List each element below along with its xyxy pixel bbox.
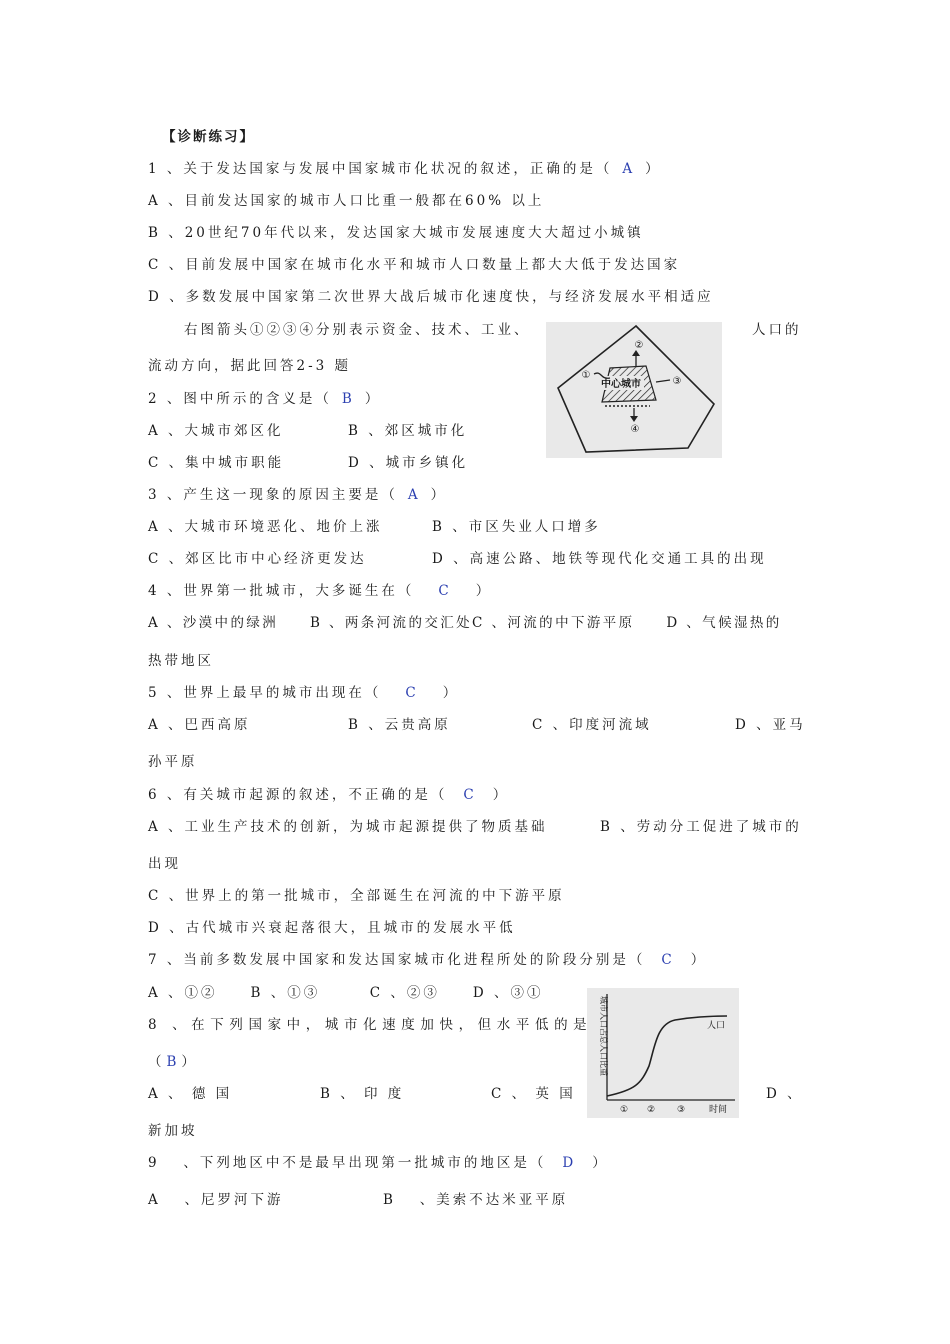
question-6: 6 、有关城市起源的叙述，不正确的是（ C ） [148,787,510,803]
question-8-answer-line: （ B ） [148,1054,198,1070]
question-3: 3 、产生这一现象的原因主要是（ A ） [148,487,448,503]
q8-option-c: C 、 英 国 [491,1086,576,1102]
q2-option-d: D 、城市乡镇化 [348,455,469,471]
q2-option-c: C 、集中城市职能 [148,455,285,471]
q4-options-cont: 热带地区 [148,653,214,669]
center-city-label: 中心城市 [601,379,641,390]
intro-text-end: 人口的 [752,322,802,338]
answer-6: C [463,787,477,803]
intro-text: 右图箭头①②③④分别表示资金、技术、工业、 [184,322,531,338]
q5-option-a: A 、巴西高原 [148,717,251,733]
q2-option-b: B 、郊区城市化 [348,423,468,439]
q6-option-d: D 、古代城市兴衰起落很大，且城市的发展水平低 [148,920,516,936]
answer-4: C [438,583,452,599]
q1-option-c: C 、目前发展中国家在城市化水平和城市人口数量上都大大低于发达国家 [148,257,681,273]
urbanization-flow-figure [546,322,722,458]
q9-option-a: A 、尼罗河下游 [148,1192,284,1208]
mark-1: ① [581,370,591,381]
q2-option-a: A 、大城市郊区化 [148,423,284,439]
y-axis-label: 城市人口占总人口比重 [599,996,608,1076]
answer-1: A [622,161,636,177]
q5-option-d-cont: 孙平原 [148,754,198,770]
answer-2: B [341,391,355,407]
mark-3: ③ [672,376,682,387]
intro-text-cont: 流动方向，据此回答2-3 题 [148,358,352,374]
q8-option-d: D 、 [766,1086,804,1102]
q6-option-b-cont: 出现 [148,856,181,872]
q6-option-a: A 、工业生产技术的创新，为城市起源提供了物质基础 [148,819,548,835]
q3-option-b: B 、市区失业人口增多 [432,519,601,535]
mark-4: ④ [630,424,640,435]
q9-option-b: B 、美索不达米亚平原 [383,1192,569,1208]
answer-5: C [405,685,419,701]
question-2: 2 、图中所示的含义是（ B ） [148,391,382,407]
question-1: 1 、关于发达国家与发展中国家城市化状况的叙述，正确的是（ A ） [148,161,662,177]
q8-option-b: B 、 印 度 [320,1086,405,1102]
answer-8: B [166,1054,180,1070]
x-axis-label: 时间 [709,1105,728,1115]
answer-9: D [562,1155,577,1171]
answer-3: A [407,487,421,503]
q4-options: A 、沙漠中的绿洲 B 、两条河流的交汇处C 、河流的中下游平原 D 、气候湿热的 [148,615,782,631]
q5-option-c: C 、印度河流域 [532,717,652,733]
q1-option-a: A 、目前发达国家的城市人口比重一般都在60% 以上 [148,193,545,209]
q5-option-b: B 、云贵高原 [348,717,451,733]
mark-2: ② [634,340,644,351]
curve-label: 人口 [707,1021,726,1031]
question-9: 9 、下列地区中不是最早出现第一批城市的地区是（ D ） [148,1155,609,1171]
q6-option-b: B 、劳动分工促进了城市的 [600,819,802,835]
q3-option-c: C 、郊区比市中心经济更发达 [148,551,367,567]
q6-option-c: C 、世界上的第一批城市，全部诞生在河流的中下游平原 [148,888,565,904]
question-7: 7 、当前多数发展中国家和发达国家城市化进程所处的阶段分别是（ C ） [148,952,708,968]
x-mark-1: ① [620,1105,629,1115]
urbanization-curve-figure [587,988,739,1118]
q1-option-b: B 、20世纪70年代以来，发达国家大城市发展速度大大超过小城镇 [148,225,644,241]
question-8: 8 、在下列国家中，城市化速度加快，但水平低的是 [148,1017,593,1033]
q3-option-d: D 、高速公路、地铁等现代化交通工具的出现 [432,551,767,567]
x-mark-2: ② [647,1105,656,1115]
question-4: 4 、世界第一批城市，大多诞生在（ C ） [148,583,493,599]
q3-option-a: A 、大城市环境恶化、地价上涨 [148,519,383,535]
x-mark-3: ③ [677,1105,686,1115]
question-5: 5 、世界上最早的城市出现在（ C ） [148,685,460,701]
q1-option-d: D 、多数发展中国家第二次世界大战后城市化速度快，与经济发展水平相适应 [148,289,714,305]
section-heading: 【诊断练习】 [162,129,255,145]
q8-option-a: A 、 德 国 [148,1086,233,1102]
q7-options: A 、①② B 、①③ C 、②③ D 、③① [148,985,544,1001]
answer-7: C [661,952,675,968]
q8-option-d-cont: 新加坡 [148,1123,198,1139]
q5-option-d: D 、亚马 [735,717,806,733]
